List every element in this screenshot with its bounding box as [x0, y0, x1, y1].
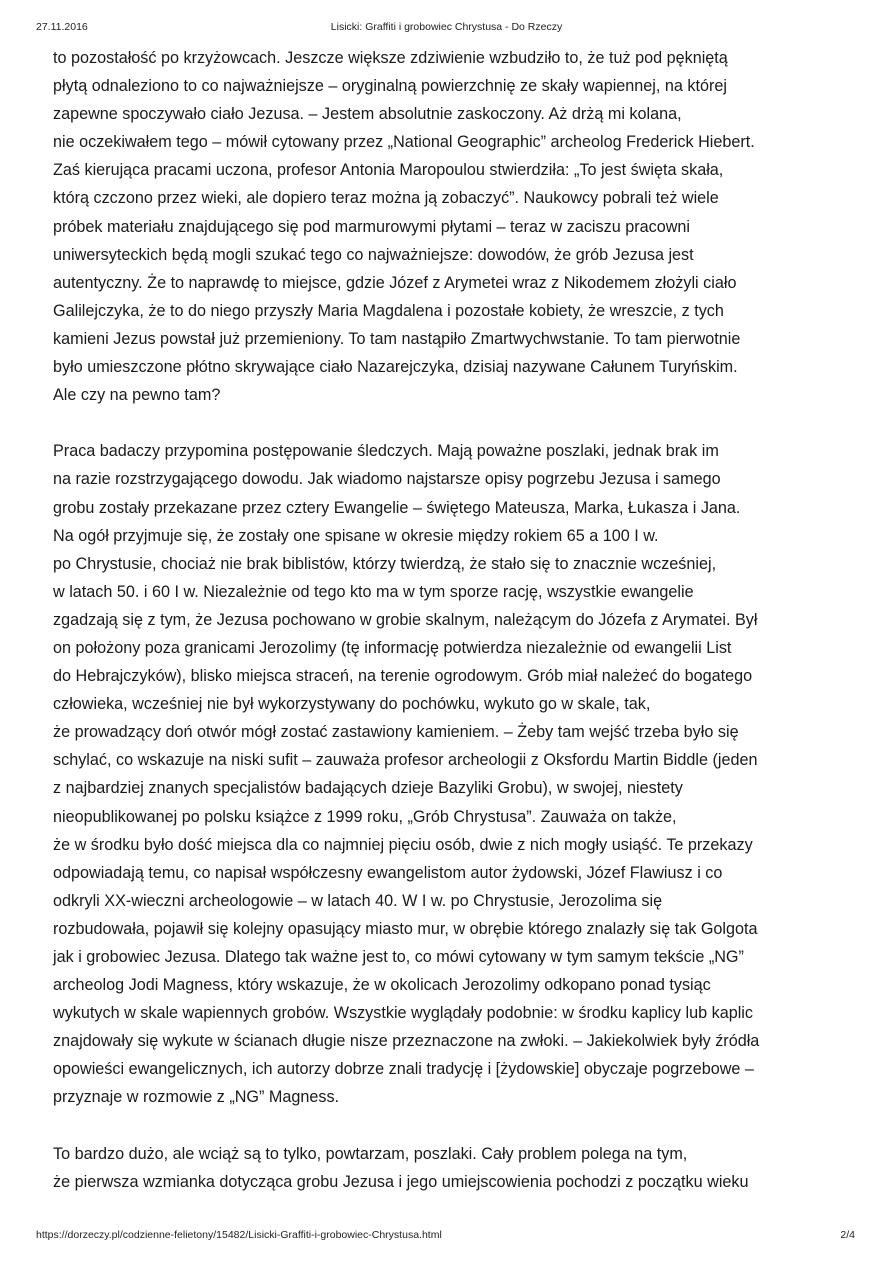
paragraph-line: Galilejczyka, że to do niego przyszły Maria Magdalena i pozostałe kobiety, że wreszcie, z tych	[53, 301, 724, 320]
paragraph-line: Zaś kierująca pracami uczona, profesor Antonia Maropoulou stwierdziła: „To jest święta skała,	[53, 161, 724, 180]
paragraph-line: jak i grobowiec Jezusa. Dlatego tak ważne jest to, co mówi cytowany w tym samym tekście „NG”	[53, 948, 744, 966]
paragraph-line: nie oczekiwałem tego – mówił cytowany przez „National Geographic” archeolog Frederick Hiebert.	[53, 133, 755, 152]
print-footer	[0, 1229, 893, 1243]
paragraph-line: wykutych w skale wapiennych grobów. Wszystkie wyglądały podobnie: w środku kaplicy lub kaplic	[53, 1004, 753, 1023]
paragraph-line: zapewne spoczywało ciało Jezusa. – Jestem absolutnie zaskoczony. Aż drżą mi kolana,	[53, 105, 682, 124]
paragraph-line: którą czczono przez wieki, ale dopiero teraz można ją zobaczyć”. Naukowcy pobrali też wiele	[53, 189, 719, 208]
paragraph-line: kamieni Jezus powstał już przemieniony. To tam nastąpiło Zmartwychwstanie. To tam pierwotnie	[53, 329, 741, 348]
paragraph-line: było umieszczone płótno skrywające ciało Nazarejczyka, dzisiaj nazywane Całunem Turyńskim.	[53, 358, 738, 377]
print-page-number: 2/4	[840, 1229, 855, 1241]
paragraph-line: Ale czy na pewno tam?	[53, 386, 221, 405]
paragraph-line: w latach 50. i 60 I w. Niezależnie od tego kto ma w tym sporze rację, wszystkie ewangelie	[53, 582, 694, 601]
paragraph-line: autentyczny. Że to naprawdę to miejsce, gdzie Józef z Arymetei wraz z Nikodemem złożyli ciało	[53, 273, 737, 292]
paragraph-line: płytą odnaleziono to co najważniejsze – oryginalną powierzchnię ze skały wapiennej, na której	[53, 77, 727, 96]
paragraph-line: on położony poza granicami Jerozolimy (tę informację potwierdza niezależnie od ewangelii List	[53, 638, 732, 657]
paragraph-line: To bardzo dużo, ale wciąż są to tylko, powtarzam, poszlaki. Cały problem polega na tym,	[53, 1144, 688, 1163]
paragraph-line: rozbudowała, pojawił się kolejny opasujący miasto mur, w obrębie którego znalazły się tak Golgota	[53, 919, 758, 938]
paragraph-line: że w środku było dość miejsca dla co najmniej pięciu osób, dwie z nich mogły usiąść. Te przekazy	[53, 835, 753, 854]
paragraph-line: grobu zostały przekazane przez cztery Ewangelie – świętego Mateusza, Marka, Łukasza i Jana.	[53, 498, 741, 517]
print-source-url: https://dorzeczy.pl/codzienne-felietony/15482/Lisicki-Graffiti-i-grobowiec-Chrystusa.html	[36, 1229, 442, 1241]
paragraph-line: znajdowały się wykute w ścianach długie nisze przeznaczone na zwłoki. – Jakiekolwiek były źródła	[53, 1032, 760, 1051]
paragraph-line: przyznaje w rozmowie z „NG” Magness.	[53, 1088, 340, 1107]
article-paragraph	[53, 1140, 853, 1196]
paragraph-line: po Chrystusie, chociaż nie brak biblistów, którzy twierdzą, że stało się to znacznie wcześniej,	[53, 554, 717, 573]
paragraph-line: odkryli XX-wieczni archeologowie – w latach 40. W I w. po Chrystusie, Jerozolima się	[53, 891, 663, 910]
paragraph-line: Praca badaczy przypomina postępowanie śledczych. Mają poważne poszlaki, jednak brak im	[53, 442, 719, 461]
print-date: 27.11.2016	[36, 21, 88, 33]
print-page-title: Lisicki: Graffiti i grobowiec Chrystusa - Do Rzeczy	[330, 21, 563, 33]
article-paragraph	[53, 44, 853, 409]
paragraph-line: że prowadzący doń otwór mógł zostać zastawiony kamieniem. – Żeby tam wejść trzeba było się	[53, 723, 739, 742]
paragraph-line: uniwersyteckich będą mogli szukać tego co najważniejsze: dowodów, że grób Jezusa jest	[53, 245, 694, 264]
paragraph-line: z najbardziej znanych specjalistów badających dzieje Bazyliki Grobu), w swojej, niestety	[53, 779, 683, 798]
paragraph-line: nieopublikowanej po polsku książce z 1999 roku, „Grób Chrystusa”. Zauważa on także,	[53, 807, 677, 826]
paragraph-line: że pierwsza wzmianka dotycząca grobu Jezusa i jego umiejscowienia pochodzi z początku wieku	[53, 1172, 749, 1191]
paragraph-line: człowieka, wcześniej nie był wykorzystywany do pochówku, wykuto go w skale, tak,	[53, 695, 651, 714]
article-body	[53, 44, 853, 1196]
paragraph-line: opowieści ewangelicznych, ich autorzy dobrze znali tradycję i [żydowskie] obyczaje pogrzebowe –	[53, 1060, 754, 1079]
print-header	[0, 21, 893, 35]
paragraph-line: zgadzają się z tym, że Jezusa pochowano w grobie skalnym, należącym do Józefa z Arymatei. Był	[53, 610, 758, 629]
paragraph-line: schylać, co wskazuje na niski sufit – zauważa profesor archeologii z Oksfordu Martin Biddle (jeden	[53, 751, 758, 770]
paragraph-line: to pozostałość po krzyżowcach. Jeszcze większe zdziwienie wzbudziło to, że tuż pod pękniętą	[53, 49, 728, 67]
paragraph-line: na razie rozstrzygającego dowodu. Jak wiadomo najstarsze opisy pogrzebu Jezusa i samego	[53, 470, 721, 489]
paragraph-line: archeolog Jodi Magness, który wskazuje, że w okolicach Jerozolimy odkopano ponad tysiąc	[53, 976, 711, 995]
article-paragraph	[53, 437, 853, 1111]
paragraph-line: próbek materiału znajdującego się pod marmurowymi płytami – teraz w zaciszu pracowni	[53, 217, 690, 236]
paragraph-line: do Hebrajczyków), blisko miejsca straceń, na terenie ogrodowym. Grób miał należeć do bogatego	[53, 667, 753, 686]
paragraph-line: odpowiadają temu, co napisał współczesny ewangelistom autor żydowski, Józef Flawiusz i co	[53, 863, 723, 882]
paragraph-line: Na ogół przyjmuje się, że zostały one spisane w okresie między rokiem 65 a 100 I w.	[53, 526, 659, 545]
